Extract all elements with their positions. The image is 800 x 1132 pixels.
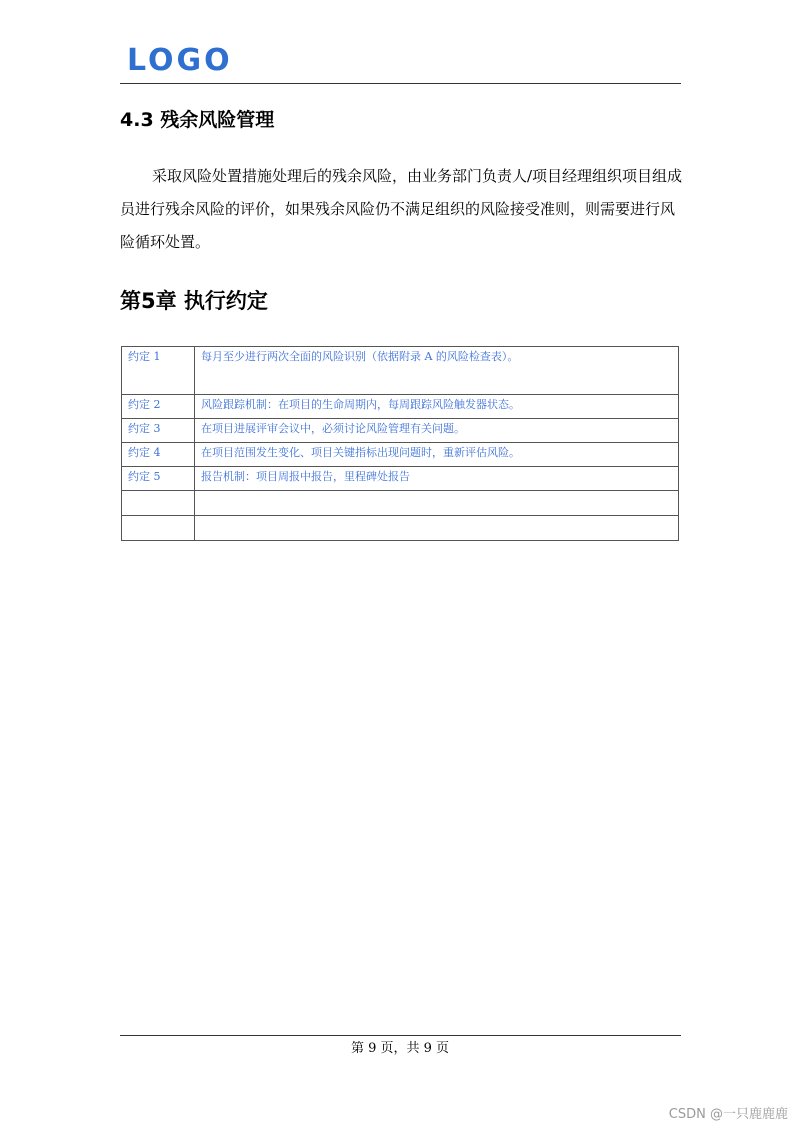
convention-label: 约定 2 — [122, 395, 195, 419]
conventions-table — [121, 346, 679, 541]
convention-text: 风险跟踪机制：在项目的生命周期内，每周跟踪风险触发器状态。 — [195, 395, 679, 419]
convention-label — [122, 491, 195, 516]
header-divider — [120, 83, 681, 84]
convention-text: 每月至少进行两次全面的风险识别（依据附录 A 的风险检查表）。 — [195, 347, 679, 395]
section-4-3-paragraph: 采取风险处置措施处理后的残余风险，由业务部门负责人/项目经理组织项目组成员进行残余风险的评价，如果残余风险仍不满足组织的风险接受准则，则需要进行风险循环处置。 — [120, 167, 683, 251]
convention-text: 在项目范围发生变化、项目关键指标出现问题时，重新评估风险。 — [195, 443, 679, 467]
footer-divider — [120, 1035, 681, 1036]
page-number: 第 9 页，共 9 页 — [350, 1041, 450, 1056]
table-row — [122, 491, 679, 516]
convention-label — [122, 516, 195, 541]
table-row — [122, 516, 679, 541]
table-row — [122, 419, 679, 443]
convention-label: 约定 5 — [122, 467, 195, 491]
logo: LOGO — [127, 43, 233, 78]
convention-label: 约定 4 — [122, 443, 195, 467]
table-row — [122, 443, 679, 467]
convention-text — [195, 516, 679, 541]
convention-label: 约定 1 — [122, 347, 195, 395]
convention-text: 在项目进展评审会议中，必须讨论风险管理有关问题。 — [195, 419, 679, 443]
table-row — [122, 347, 679, 395]
table-row — [122, 395, 679, 419]
watermark: CSDN @一只鹿鹿鹿 — [668, 1107, 788, 1122]
convention-text: 报告机制：项目周报中报告，里程碑处报告 — [195, 467, 679, 491]
chapter-5-heading: 第5章 执行约定 — [120, 289, 268, 313]
convention-label: 约定 3 — [122, 419, 195, 443]
table-row — [122, 467, 679, 491]
convention-text — [195, 491, 679, 516]
section-heading-4-3: 4.3 残余风险管理 — [120, 109, 275, 131]
